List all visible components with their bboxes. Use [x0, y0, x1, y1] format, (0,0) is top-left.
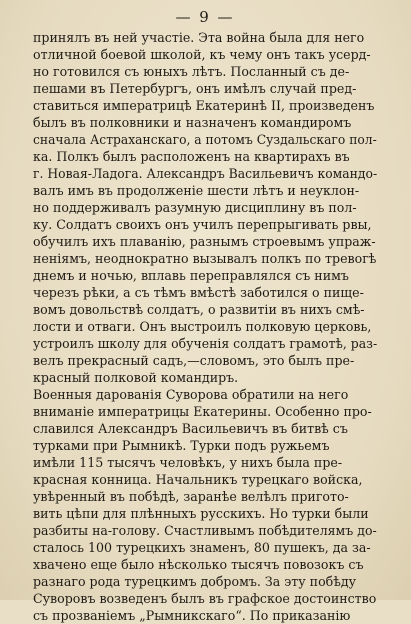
body-text: [33, 29, 377, 624]
text-line: увѣренный въ побѣдѣ, заранѣе велѣлъ пригото-: [33, 489, 349, 504]
text-line: неніямъ, неоднократно вызывалъ полкъ по тревогѣ: [33, 251, 377, 266]
text-line: разнаго рода турецкимъ добромъ. За эту побѣду: [33, 574, 356, 589]
text-line: пешами въ Петербургъ, онъ имѣлъ случай пред-: [33, 81, 357, 96]
paragraph-1: [33, 29, 377, 386]
text-line: г. Новая-Ладога. Александръ Васильевичъ командо-: [33, 166, 378, 181]
text-line: Военныя дарованія Суворова обратили на него: [33, 387, 349, 402]
text-line: ку. Солдатъ своихъ онъ училъ перепрыгивать рвы,: [33, 217, 372, 232]
paragraph-2: [33, 386, 377, 624]
text-line: ставиться императрицѣ Екатеринѣ II, произведенъ: [33, 98, 375, 113]
text-line: турками при Рымникѣ. Турки подъ ружьемъ: [33, 438, 330, 453]
text-line: но готовился съ юныхъ лѣтъ. Посланный съ де-: [33, 64, 350, 79]
page-number: — 9 —: [175, 8, 235, 26]
text-line: славился Александръ Васильевичъ въ битвѣ съ: [33, 421, 348, 436]
text-line: вниманіе императрицы Екатерины. Особенно про-: [33, 404, 372, 419]
text-line: валъ имъ въ продолженіе шести лѣтъ и неуклон-: [33, 183, 360, 198]
text-line: вомъ довольствѣ солдатъ, о развитіи въ нихъ смѣ-: [33, 302, 365, 317]
text-line: хвачено еще было нѣсколько тысячъ повозокъ съ: [33, 557, 364, 572]
text-line: черезъ рѣки, а съ тѣмъ вмѣстѣ заботился о пище-: [33, 285, 364, 300]
text-line: отличной боевой школой, къ чему онъ такъ усерд-: [33, 47, 371, 62]
text-line: лости и отваги. Онъ выстроилъ полковую церковь,: [33, 319, 372, 334]
text-line: днемъ и ночью, вплавь переправлялся съ нимъ: [33, 268, 349, 283]
text-line: велъ прекрасный садъ,—словомъ, это былъ пре-: [33, 353, 355, 368]
text-line: красный полковой командиръ.: [33, 370, 239, 385]
text-line: разбиты на-голову. Счастливымъ побѣдителямъ до-: [33, 523, 377, 538]
text-line: сталось 100 турецкихъ знаменъ, 80 пушекъ, да за-: [33, 540, 371, 555]
text-line: устроилъ школу для обученія солдатъ грамотѣ, раз-: [33, 336, 378, 351]
text-line: ка. Полкъ былъ расположенъ на квартирахъ въ: [33, 149, 350, 164]
text-line: красная конница. Начальникъ турецкаго войска,: [33, 472, 363, 487]
text-line: вить цѣпи для плѣнныхъ русскихъ. Но турки были: [33, 506, 369, 521]
text-line: но поддерживалъ разумную дисциплину въ пол-: [33, 200, 357, 215]
text-line: съ прозваніемъ „Рымникскаго“. По приказанію: [33, 608, 351, 623]
text-line: имѣли 115 тысячъ человѣкъ, у нихъ была пре-: [33, 455, 343, 470]
text-line: принялъ въ ней участіе. Эта война была для него: [33, 30, 365, 45]
text-line: Суворовъ возведенъ былъ въ графское достоинство: [33, 591, 377, 606]
text-line: былъ въ полковники и назначенъ командиромъ: [33, 115, 352, 130]
text-line: сначала Астраханскаго, а потомъ Суздальскаго пол-: [33, 132, 377, 147]
text-line: обучилъ ихъ плаванію, разнымъ строевымъ упраж-: [33, 234, 376, 249]
